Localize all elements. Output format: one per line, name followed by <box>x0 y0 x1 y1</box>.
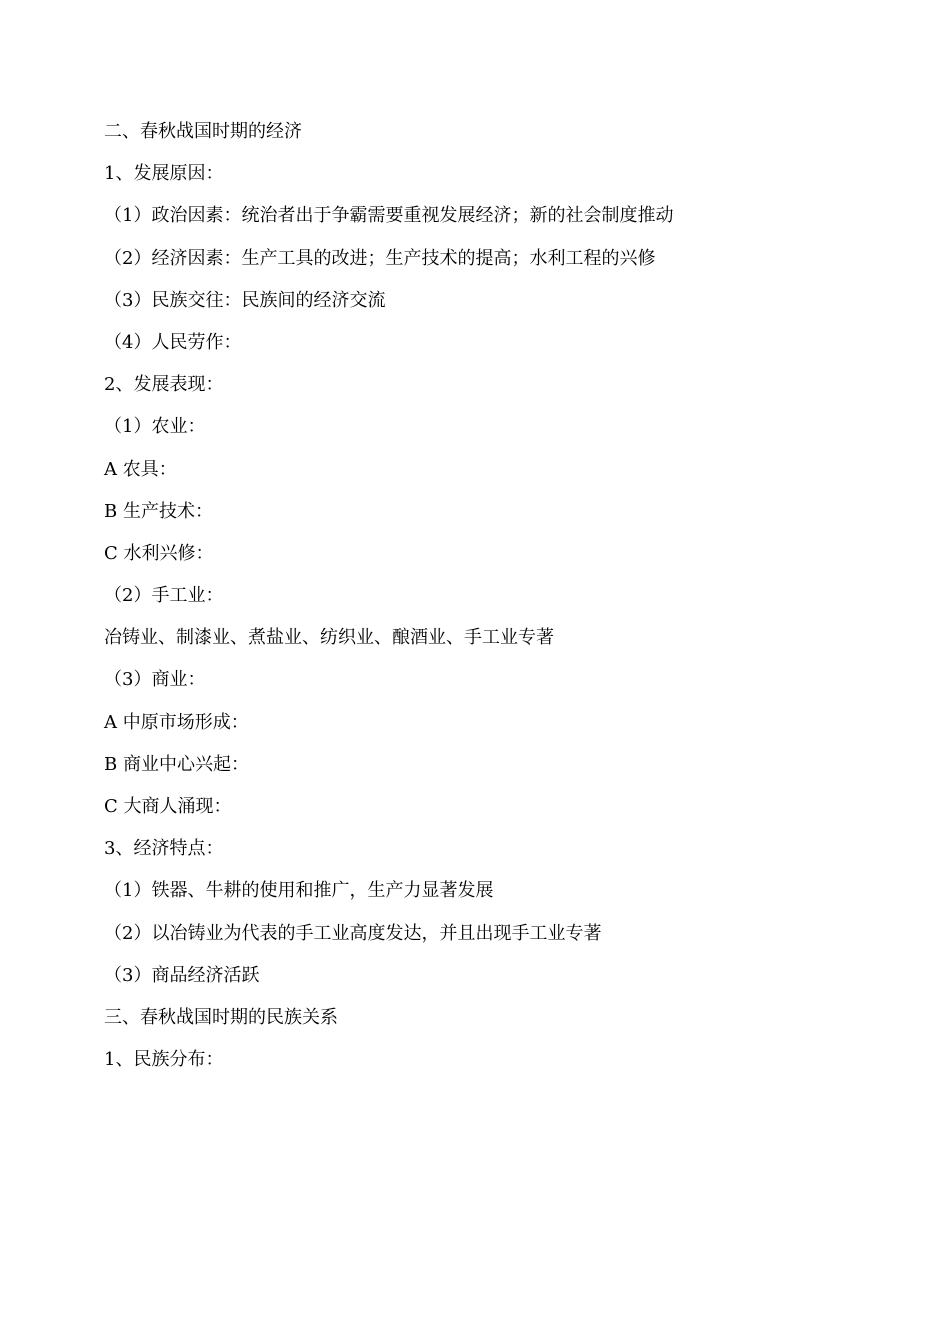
list-item-great-merchants: C 大商人涌现： <box>104 796 232 817</box>
list-item-commerce: （3）商业： <box>104 669 206 691</box>
section-heading-ethnic-relations: 三、春秋战国时期的民族关系 <box>104 1006 338 1028</box>
list-item-central-market: A 中原市场形成： <box>104 711 249 733</box>
list-item-ethnic-exchange: （3）民族交往：民族间的经济交流 <box>104 289 386 311</box>
list-item-economic-factor: （2）经济因素：生产工具的改进；生产技术的提高；水利工程的兴修 <box>104 247 656 269</box>
list-item-people-labor: （4）人民劳作： <box>104 331 242 353</box>
list-item-production-technique: B 生产技术： <box>104 500 213 522</box>
list-item-iron-ox-plow: （1）铁器、牛耕的使用和推广，生产力显著发展 <box>104 880 494 902</box>
subheading-development-manifestation: 2、发展表现： <box>104 374 224 396</box>
list-item-farm-tools: A 农具： <box>104 458 177 480</box>
list-item-water-conservancy: C 水利兴修： <box>104 542 214 564</box>
list-item-smelting-handicraft: （2）以冶铸业为代表的手工业高度发达，并且出现手工业专著 <box>104 922 602 944</box>
list-item-commodity-economy: （3）商品经济活跃 <box>104 964 260 986</box>
document-body <box>104 116 864 1086</box>
list-item-political-factor: （1）政治因素：统治者出于争霸需要重视发展经济；新的社会制度推动 <box>104 205 674 227</box>
list-item-handicraft: （2）手工业： <box>104 585 224 607</box>
subheading-ethnic-distribution: 1、民族分布： <box>104 1049 224 1071</box>
list-item-commercial-centers: B 商业中心兴起： <box>104 753 249 775</box>
subheading-development-causes: 1、发展原因： <box>104 163 224 185</box>
list-item-agriculture: （1）农业： <box>104 416 206 438</box>
section-heading-economy: 二、春秋战国时期的经济 <box>104 121 302 142</box>
subheading-economic-features: 3、经济特点： <box>104 838 224 860</box>
text-handicraft-industries: 冶铸业、制漆业、煮盐业、纺织业、酿酒业、手工业专著 <box>104 627 554 649</box>
